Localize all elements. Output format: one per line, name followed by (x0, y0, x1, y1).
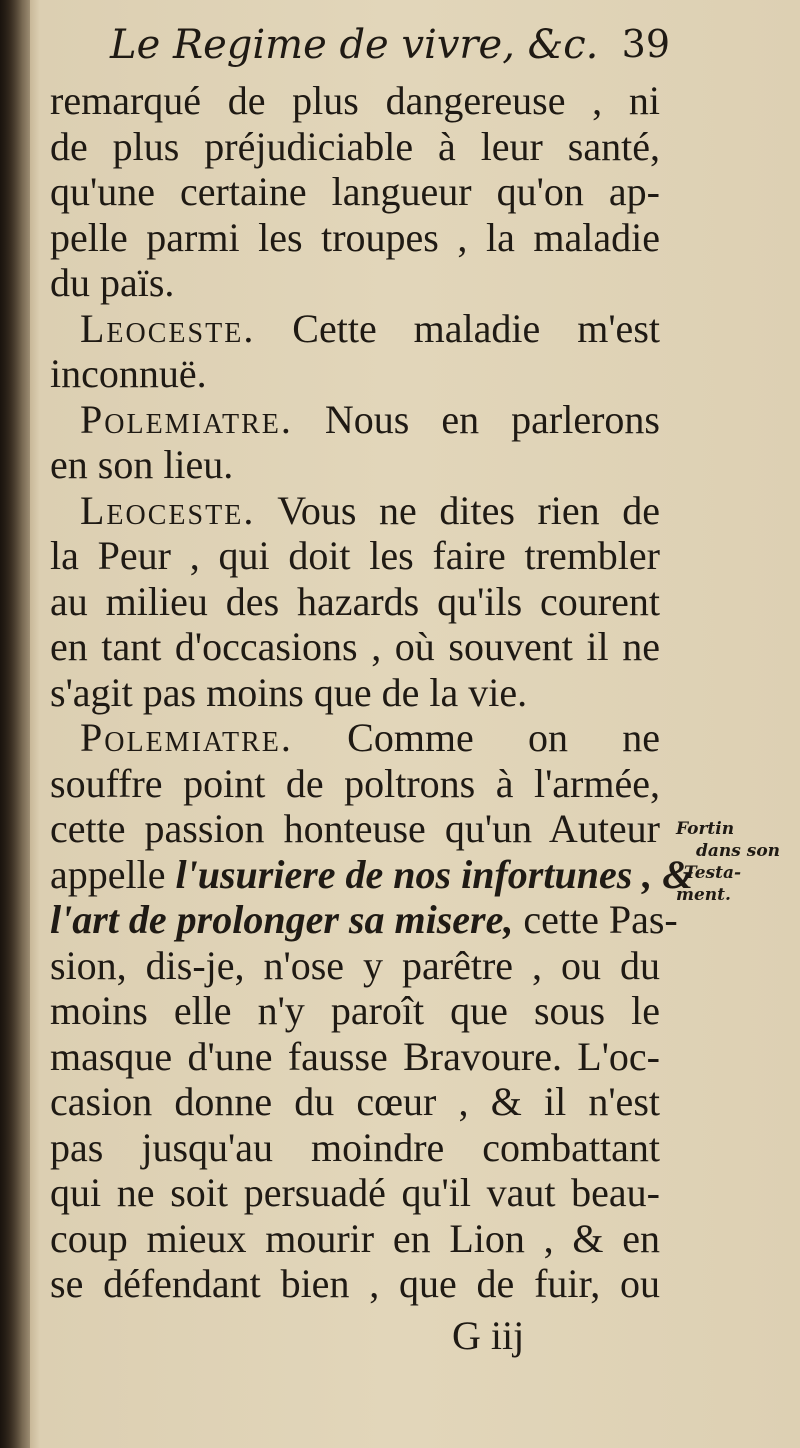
text-line: qui ne soit persuadé qu'il vaut beau- (50, 1170, 660, 1215)
italic-quotation: l'art de prolonger sa misere, (50, 897, 514, 942)
marginal-note (676, 818, 796, 906)
dialogue-line (50, 488, 660, 534)
dialogue-text: Comme on ne (347, 715, 661, 760)
signature-mark: G iij (452, 1313, 525, 1358)
text-line: s'agit pas moins que de la vie. (50, 669, 528, 715)
text-line: de plus préjudiciable à leur santé, (50, 123, 660, 169)
text-line: en son lieu. (50, 442, 234, 487)
text-line: au milieu des hazards qu'ils courent (50, 578, 660, 624)
page-gutter (0, 0, 30, 1448)
speaker-name: Polemiatre. (80, 715, 293, 760)
text-line (50, 851, 694, 898)
text-line: en tant d'occasions , où souvent il ne (50, 624, 660, 669)
marginal-line: Testa- (684, 863, 742, 883)
body-text (50, 78, 694, 1307)
text-line: pas jusqu'au moindre combattant (50, 1124, 660, 1170)
text-line: la Peur , qui doit les faire trembler (50, 533, 660, 578)
marginal-line: dans son (696, 841, 781, 861)
text-line: souffre point de poltrons à l'armée, (50, 760, 660, 806)
text-line: masque d'une fausse Bravoure. L'oc- (50, 1033, 660, 1079)
dialogue-line (50, 397, 660, 443)
text-line: du païs. (50, 260, 175, 305)
dialogue-text: Nous en parlerons (324, 396, 660, 442)
text-line: remarqué de plus dangereuse , ni (50, 78, 660, 123)
speaker-name: Leoceste. (80, 305, 256, 351)
running-title: Le Regime de vivre, &c. (110, 22, 599, 68)
text-line: cette passion honteuse qu'un Auteur (50, 806, 660, 851)
italic-quotation: l'usuriere de nos infortunes , & (175, 851, 694, 897)
dialogue-line (50, 306, 660, 352)
text-segment: cette Pas- (513, 897, 678, 942)
page-number: 39 (621, 22, 670, 66)
text-line: moins elle n'y paroît que sous le (50, 988, 660, 1033)
speaker-name: Polemiatre. (80, 396, 293, 442)
marginal-line: Fortin (676, 819, 735, 839)
text-line: pelle parmi les troupes , la maladie (50, 214, 660, 260)
text-line: coup mieux mourir en Lion , & en (50, 1215, 660, 1261)
text-line: casion donne du cœur , & il n'est (50, 1079, 660, 1124)
marginal-line: ment. (676, 885, 731, 905)
dialogue-text: Cette maladie m'est (292, 305, 660, 351)
text-line: sion, dis-je, n'ose y parêtre , ou du (50, 942, 660, 988)
dialogue-line (50, 715, 660, 761)
text-line: qu'une certaine langueur qu'on ap- (50, 169, 660, 214)
text-line: inconnuë. (50, 351, 207, 396)
text-line (50, 897, 678, 943)
text-line: se défendant bien , que de fuir, ou (50, 1261, 660, 1306)
dialogue-text: Vous ne dites rien de (277, 487, 661, 533)
speaker-name: Leoceste. (80, 487, 256, 533)
text-segment: appelle (50, 851, 176, 897)
